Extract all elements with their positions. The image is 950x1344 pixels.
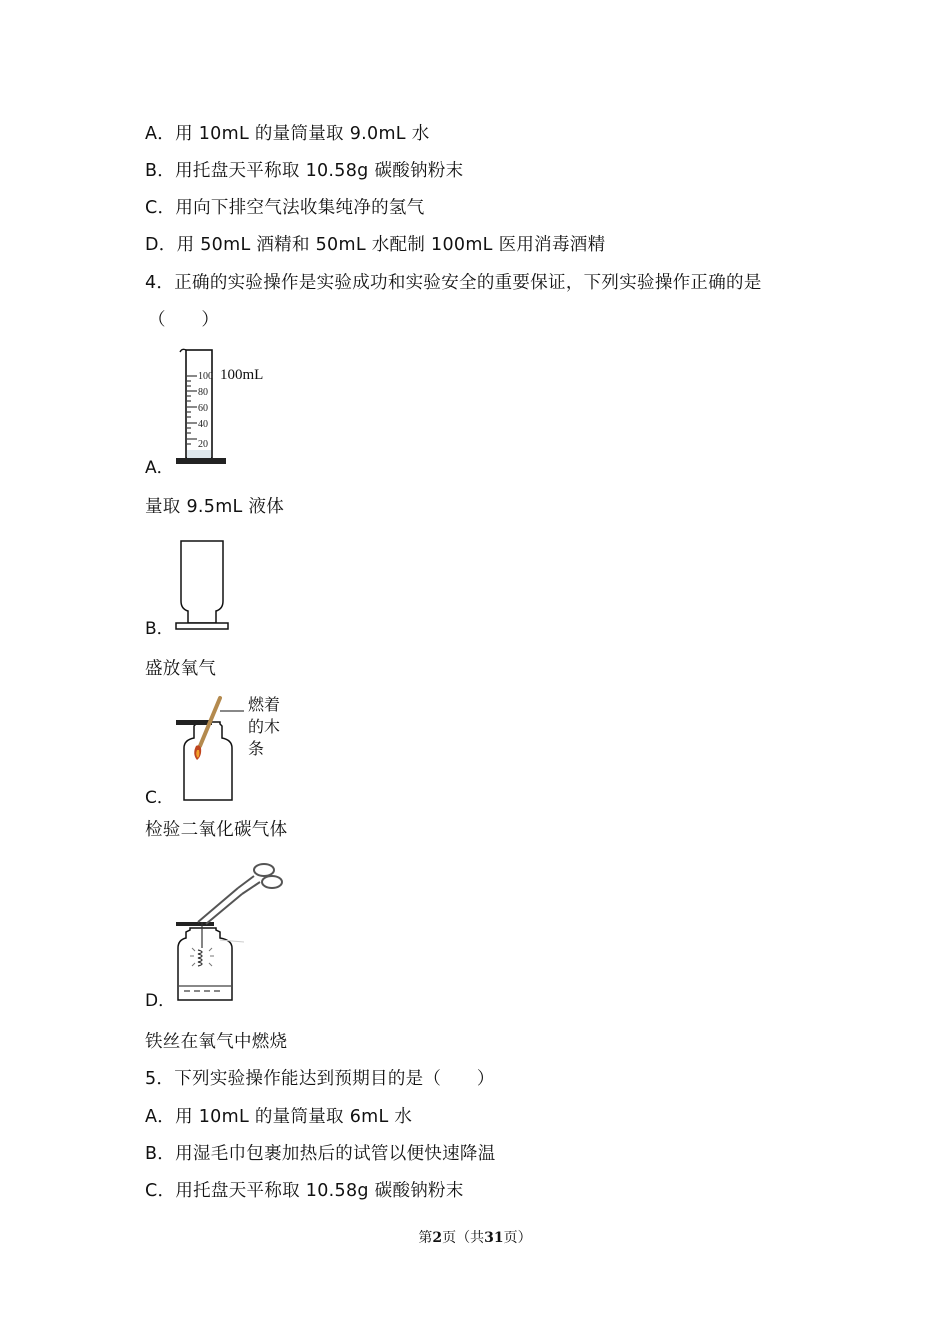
q3-option-a: A．用 10mL 的量筒量取 9.0mL 水 [145, 124, 430, 144]
q4-option-a-caption: 量取 9.5mL 液体 [145, 497, 285, 517]
q4-option-d-label: D． [145, 991, 176, 1011]
footer-prefix: 第 [418, 1230, 433, 1246]
scale-label-40: 40 [198, 419, 208, 430]
splint-label-line1: 燃着 [248, 695, 281, 714]
q5-stem: 5．下列实验操作能达到预期目的是（ ） [145, 1069, 495, 1089]
burning-splint-bottle-figure [176, 692, 306, 804]
q4-answer-paren: （ ） [148, 310, 220, 330]
footer-page-number: 2 [432, 1230, 443, 1246]
q4-option-b-label: B． [145, 619, 174, 639]
inverted-gas-bottle-figure [176, 537, 236, 633]
footer-total-pages: 31 [484, 1230, 504, 1246]
q4-option-b-caption: 盛放氧气 [145, 659, 217, 679]
q4-stem: 4．正确的实验操作是实验成功和实验安全的重要保证，下列实验操作正确的是 [145, 273, 762, 293]
scale-label-100: 100 [198, 371, 213, 382]
footer-suffix: 页） [503, 1230, 532, 1246]
graduated-cylinder-figure [176, 346, 286, 472]
scale-label-80: 80 [198, 387, 208, 398]
scale-label-60: 60 [198, 403, 208, 414]
q4-option-c-label: C． [145, 788, 174, 808]
footer-mid: 页（共 [442, 1230, 485, 1246]
cylinder-capacity-label: 100mL [220, 367, 264, 383]
splint-label-line2: 的木 [248, 717, 281, 736]
q5-option-c: C．用托盘天平称取 10.58g 碳酸钠粉末 [145, 1181, 464, 1201]
q5-option-b: B．用湿毛巾包裹加热后的试管以便快速降温 [145, 1144, 496, 1164]
page-footer [0, 1227, 950, 1247]
iron-wire-combustion-figure [176, 860, 296, 1004]
q4-option-c-caption: 检验二氧化碳气体 [145, 820, 288, 840]
q5-option-a: A．用 10mL 的量筒量取 6mL 水 [145, 1107, 413, 1127]
q3-option-b: B．用托盘天平称取 10.58g 碳酸钠粉末 [145, 161, 464, 181]
q4-option-a-label: A． [145, 458, 174, 478]
splint-label-line3: 条 [248, 739, 265, 758]
q3-option-c: C．用向下排空气法收集纯净的氢气 [145, 198, 425, 218]
q4-option-d-caption: 铁丝在氧气中燃烧 [145, 1032, 288, 1052]
scale-label-20: 20 [198, 439, 208, 450]
q3-option-d: D．用 50mL 酒精和 50mL 水配制 100mL 医用消毒酒精 [145, 235, 606, 255]
